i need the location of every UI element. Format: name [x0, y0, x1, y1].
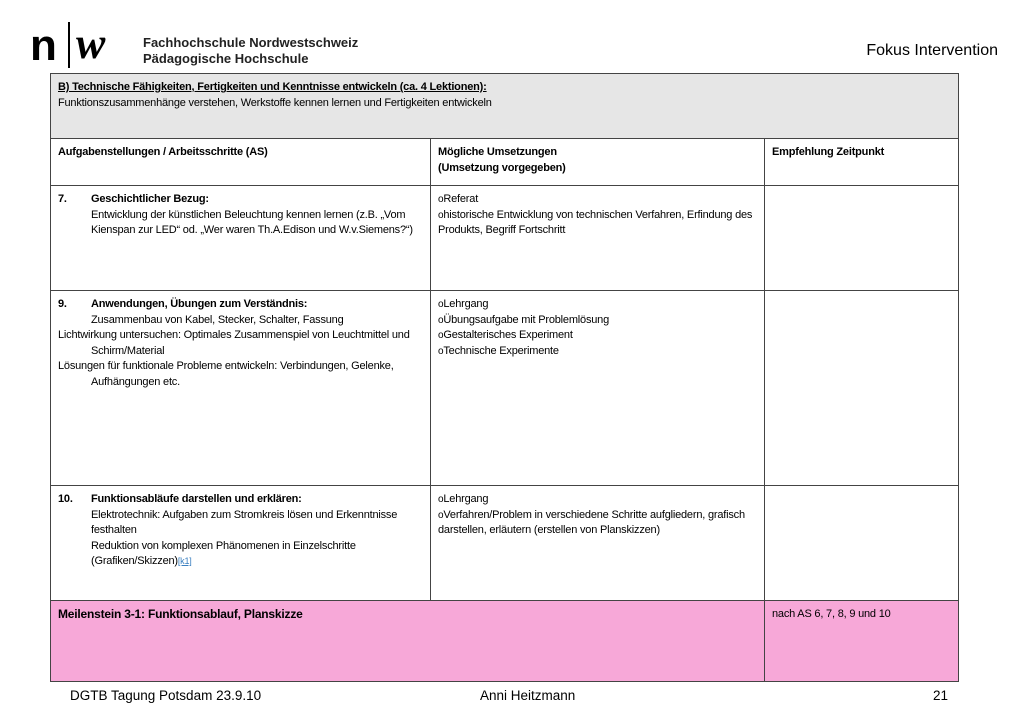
task-cell	[51, 291, 431, 486]
milestone-cell	[51, 601, 765, 682]
column-header-implementations: Mögliche Umsetzungen (Umsetzung vorgegeben)	[431, 139, 765, 186]
page-number: 21	[932, 688, 948, 703]
task-number: 9.	[58, 298, 67, 310]
task-number: 7.	[58, 193, 67, 205]
task-cell	[51, 186, 431, 291]
task-title: Geschichtlicher Bezug:	[91, 193, 209, 205]
timing-cell	[765, 486, 959, 601]
footer-event: DGTB Tagung Potsdam 23.9.10	[70, 688, 262, 703]
column-header-timing: Empfehlung Zeitpunkt	[765, 139, 959, 186]
option-item: oGestalterisches Experiment	[438, 329, 573, 341]
task-text: Lösungen für funktionale Probleme entwickeln: Verbindungen, Gelenke, Aufhängungen etc.	[58, 360, 394, 388]
task-cell	[51, 486, 431, 601]
org-line-1: Fachhochschule Nordwestschweiz	[143, 35, 359, 50]
logo-letter-w: w	[76, 19, 106, 68]
intro-subtitle: Funktionszusammenhänge verstehen, Werkstoffe kennen lernen und Fertigkeiten entwickeln	[58, 96, 492, 109]
milestone-label: Meilenstein 3-1: Funktionsablauf, Planskizze	[58, 607, 303, 621]
footer-author: Anni Heitzmann	[480, 688, 576, 703]
table-row	[51, 486, 959, 601]
task-text: Entwicklung der künstlichen Beleuchtung kennen lernen (z.B. „Vom Kienspan zur LED“ od. „Wer waren Th.A.Edison und W.v.Siemens?“)	[91, 208, 413, 236]
options-cell	[431, 486, 765, 601]
milestone-timing: nach AS 6, 7, 8, 9 und 10	[765, 601, 959, 682]
intro-row	[51, 74, 959, 139]
section-title: Fokus Intervention	[866, 42, 998, 59]
options-cell	[431, 291, 765, 486]
task-item	[58, 192, 423, 239]
option-item: oVerfahren/Problem in verschiedene Schritte aufgliedern, grafisch darstellen, erläutern (erstellen von Planskizzen)	[438, 508, 745, 536]
option-item: oLehrgang	[438, 493, 489, 505]
organization-name	[143, 35, 358, 67]
task-text: Elektrotechnik: Aufgaben zum Stromkreis lösen und Erkenntnisse festhalten	[91, 508, 398, 536]
intro-title: B) Technische Fähigkeiten, Fertigkeiten und Kenntnisse entwickeln (ca. 4 Lektionen):	[58, 81, 487, 93]
task-number: 10.	[58, 493, 73, 505]
org-line-2: Pädagogische Hochschule	[143, 51, 309, 66]
comment-reference-link[interactable]: [k1]	[177, 556, 192, 566]
logo-divider	[68, 22, 70, 68]
task-text: Lichtwirkung untersuchen: Optimales Zusammenspiel von Leuchtmittel und Schirm/Material	[58, 329, 410, 357]
task-text: Zusammenbau von Kabel, Stecker, Schalter, Fassung	[91, 313, 344, 326]
timing-cell	[765, 291, 959, 486]
option-item: oLehrgang	[438, 298, 489, 310]
options-cell	[431, 186, 765, 291]
milestone-row	[51, 601, 959, 682]
option-item: oTechnische Experimente	[438, 344, 559, 357]
task-title: Anwendungen, Übungen zum Verständnis:	[91, 298, 308, 310]
logo-letter-n: n	[30, 21, 56, 70]
task-item	[58, 492, 423, 570]
timing-cell	[765, 186, 959, 291]
column-header-tasks: Aufgabenstellungen / Arbeitsschritte (AS)	[51, 139, 431, 186]
task-text: Reduktion von komplexen Phänomenen in Einzelschritte (Grafiken/Skizzen)[k1]	[91, 539, 356, 567]
intro-cell	[51, 74, 959, 139]
option-item: oÜbungsaufgabe mit Problemlösung	[438, 313, 610, 326]
task-title: Funktionsabläufe darstellen und erklären:	[91, 493, 302, 505]
header-row	[51, 139, 959, 186]
task-item	[58, 297, 423, 328]
table-row	[51, 186, 959, 291]
lesson-plan-table	[50, 73, 959, 682]
option-item: oReferat	[438, 193, 479, 205]
table-row	[51, 291, 959, 486]
option-item: ohistorische Entwicklung von technischen Verfahren, Erfindung des Produkts, Begriff Fortschritt	[438, 208, 753, 236]
